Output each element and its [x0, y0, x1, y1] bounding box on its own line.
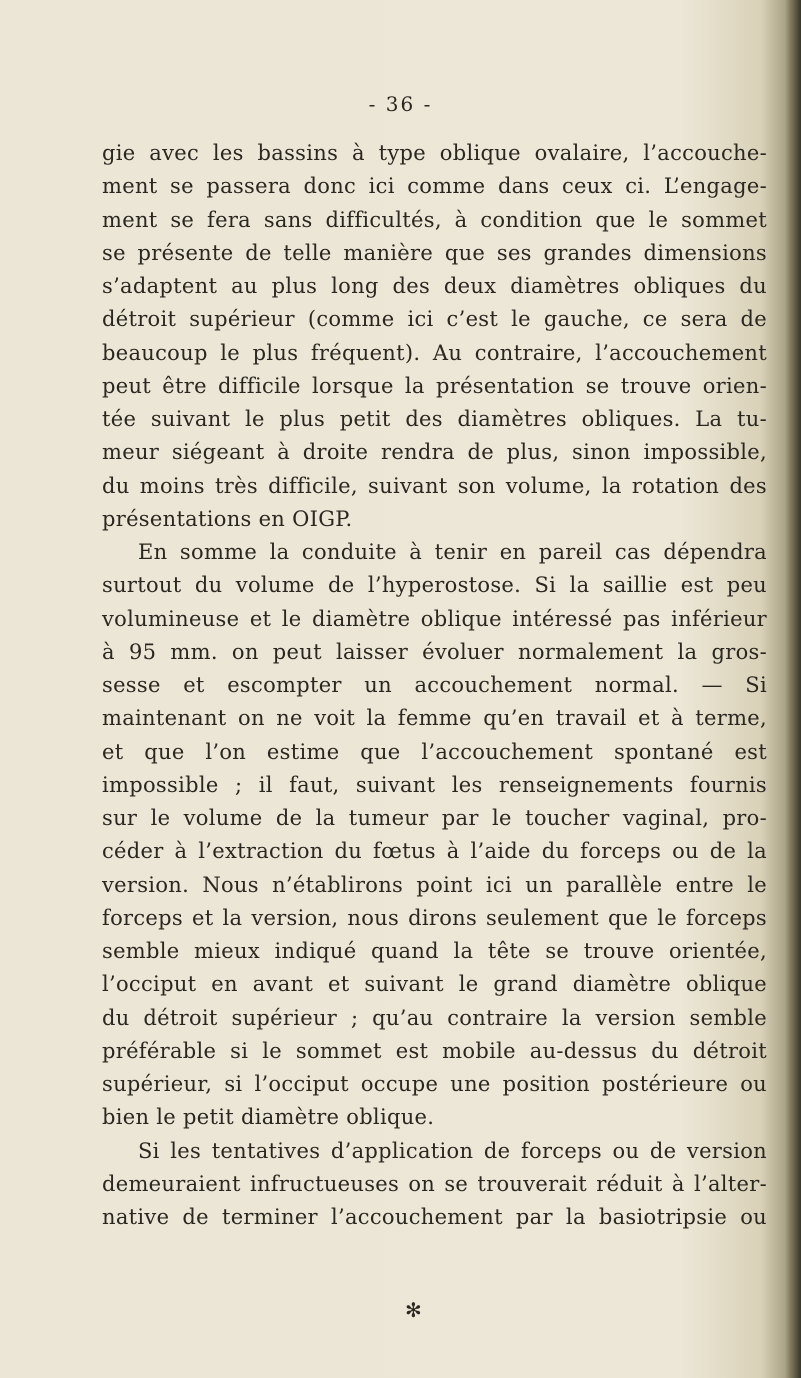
text-line: semble mieux indiqué quand la tête se trouve orientée,: [102, 939, 767, 963]
text-line: l’occiput en avant et suivant le grand diamètre oblique: [102, 972, 767, 997]
body-text: [102, 137, 767, 1234]
text-line: se présente de telle manière que ses grandes dimensions: [102, 240, 767, 265]
text-line: sur le volume de la tumeur par le toucher vaginal, pro-: [102, 806, 767, 830]
text-line: présentations en OIGP.: [102, 506, 353, 531]
text-line: beaucoup le plus fréquent). Au contraire, l’accouchement: [102, 340, 767, 365]
text-line: du détroit supérieur ; qu’au contraire la version semble: [102, 1005, 767, 1030]
text-line: maintenant on ne voit la femme qu’en travail et à terme,: [102, 706, 767, 731]
text-line: En somme la conduite à tenir en pareil cas dépendra: [138, 540, 767, 564]
printer-mark-icon: ✻: [405, 1298, 422, 1322]
text-line: demeuraient infructueuses on se trouverait réduit à l’alter-: [102, 1171, 767, 1196]
text-line: Si les tentatives d’application de forceps ou de version: [138, 1138, 767, 1163]
page-number: - 36 -: [368, 92, 433, 116]
text-line: gie avec les bassins à type oblique ovalaire, l’accouche-: [102, 141, 767, 165]
text-line: meur siégeant à droite rendra de plus, sinon impossible,: [102, 440, 767, 465]
text-line: ment se passera donc ici comme dans ceux ci. L’engage-: [102, 174, 767, 199]
text-line: native de terminer l’accouchement par la basiotripsie ou: [102, 1205, 767, 1229]
text-line: impossible ; il faut, suivant les renseignements fournis: [102, 772, 767, 797]
text-line: bien le petit diamètre oblique.: [102, 1105, 435, 1130]
text-line: détroit supérieur (comme ici c’est le gauche, ce sera de: [102, 307, 767, 332]
text-line: du moins très difficile, suivant son volume, la rotation des: [102, 473, 767, 498]
text-line: volumineuse et le diamètre oblique intéressé pas inférieur: [102, 606, 767, 631]
page-edge-shadow: [785, 0, 801, 1378]
text-line: peut être difficile lorsque la présentation se trouve orien-: [102, 373, 767, 398]
text-line: supérieur, si l’occiput occupe une position postérieure ou: [102, 1072, 767, 1096]
text-line: s’adaptent au plus long des deux diamètres obliques du: [102, 274, 767, 298]
text-line: et que l’on estime que l’accouchement spontané est: [102, 739, 767, 764]
text-line: tée suivant le plus petit des diamètres obliques. La tu-: [102, 407, 767, 431]
text-line: céder à l’extraction du fœtus à l’aide du forceps ou de la: [102, 839, 767, 864]
text-line: sesse et escompter un accouchement normal. — Si: [102, 673, 767, 697]
text-line: préférable si le sommet est mobile au-dessus du détroit: [102, 1038, 767, 1063]
text-line: surtout du volume de l’hyperostose. Si la saillie est peu: [102, 573, 767, 598]
text-line: ment se fera sans difficultés, à condition que le sommet: [102, 207, 767, 232]
text-line: version. Nous n’établirons point ici un parallèle entre le: [102, 872, 767, 897]
text-line: à 95 mm. on peut laisser évoluer normalement la gros-: [102, 639, 767, 664]
text-line: forceps et la version, nous dirons seulement que le forceps: [102, 905, 767, 930]
